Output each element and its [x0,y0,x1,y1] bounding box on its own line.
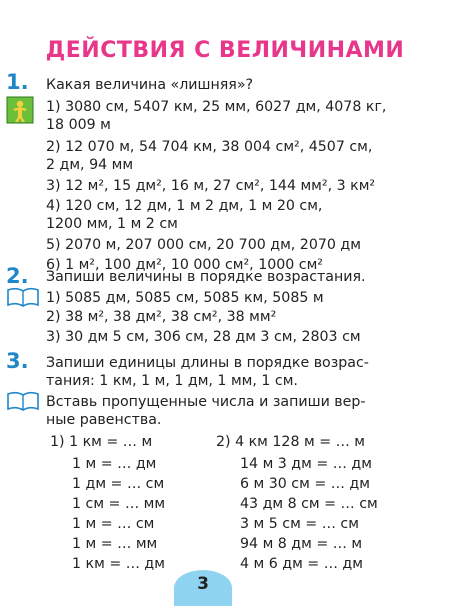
open-book-icon [6,287,40,307]
exercise-3-task: Запиши единицы длины в порядке возрас- [46,355,369,371]
equality-left: 1 см = … мм [72,496,166,512]
equality-left: 1 дм = … см [72,476,165,492]
equality-right: 43 дм 8 см = … см [240,496,378,512]
exercise-1-line: 2) 12 070 м, 54 704 км, 38 004 см², 4507 см, [46,139,373,155]
exercise-1-line: 6) 1 м², 100 дм², 10 000 см², 1000 см² [46,257,323,273]
equality-right: 4 м 6 дм = … дм [240,556,363,572]
exercise-1-line: 1) 3080 см, 5407 км, 25 мм, 6027 дм, 4078 кг, [46,99,387,115]
exercise-1-line: 3) 12 м², 15 дм², 16 м, 27 см², 144 мм², 3 км² [46,178,376,194]
exercise-1-line: 18 009 м [46,117,111,133]
exercise-1-number: 1. [6,70,29,94]
exercise-1-question: Какая величина «лишняя»? [46,77,254,93]
equality-right: 3 м 5 см = … см [240,516,359,532]
exercise-3-task: ные равенства. [46,412,162,428]
exercise-1-line: 1200 мм, 1 м 2 см [46,216,178,232]
equality-right: 2) 4 км 128 м = … м [216,434,365,450]
page-title: ДЕЙСТВИЯ С ВЕЛИЧИНАМИ [45,38,405,63]
exercise-2-task: Запиши величины в порядке возрастания. [46,269,366,285]
exercise-3-task: тания: 1 км, 1 м, 1 дм, 1 мм, 1 см. [46,373,298,389]
equality-right: 6 м 30 см = … дм [240,476,370,492]
exercise-2-number: 2. [6,264,29,288]
exercise-1-line: 2 дм, 94 мм [46,157,134,173]
puzzle-figure-icon [6,96,34,124]
exercise-3-number: 3. [6,349,29,373]
equality-left: 1) 1 км = … м [50,434,153,450]
exercise-1-line: 4) 120 см, 12 дм, 1 м 2 дм, 1 м 20 см, [46,198,323,214]
exercise-2-line: 2) 38 м², 38 дм², 38 см², 38 мм² [46,309,277,325]
equality-right: 94 м 8 дм = … м [240,536,363,552]
exercise-1-line: 5) 2070 м, 207 000 см, 20 700 дм, 2070 дм [46,237,361,253]
open-book-icon [6,391,40,411]
exercise-2-line: 3) 30 дм 5 см, 306 см, 28 дм 3 см, 2803 см [46,329,361,345]
equality-right: 14 м 3 дм = … дм [240,456,372,472]
page-number: 3 [197,574,209,594]
exercise-3-task: Вставь пропущенные числа и запиши вер- [46,394,366,410]
equality-left: 1 м = … мм [72,536,158,552]
equality-left: 1 м = … см [72,516,155,532]
exercise-2-line: 1) 5085 дм, 5085 см, 5085 км, 5085 м [46,290,324,306]
equality-left: 1 км = … дм [72,556,165,572]
equality-left: 1 м = … дм [72,456,157,472]
